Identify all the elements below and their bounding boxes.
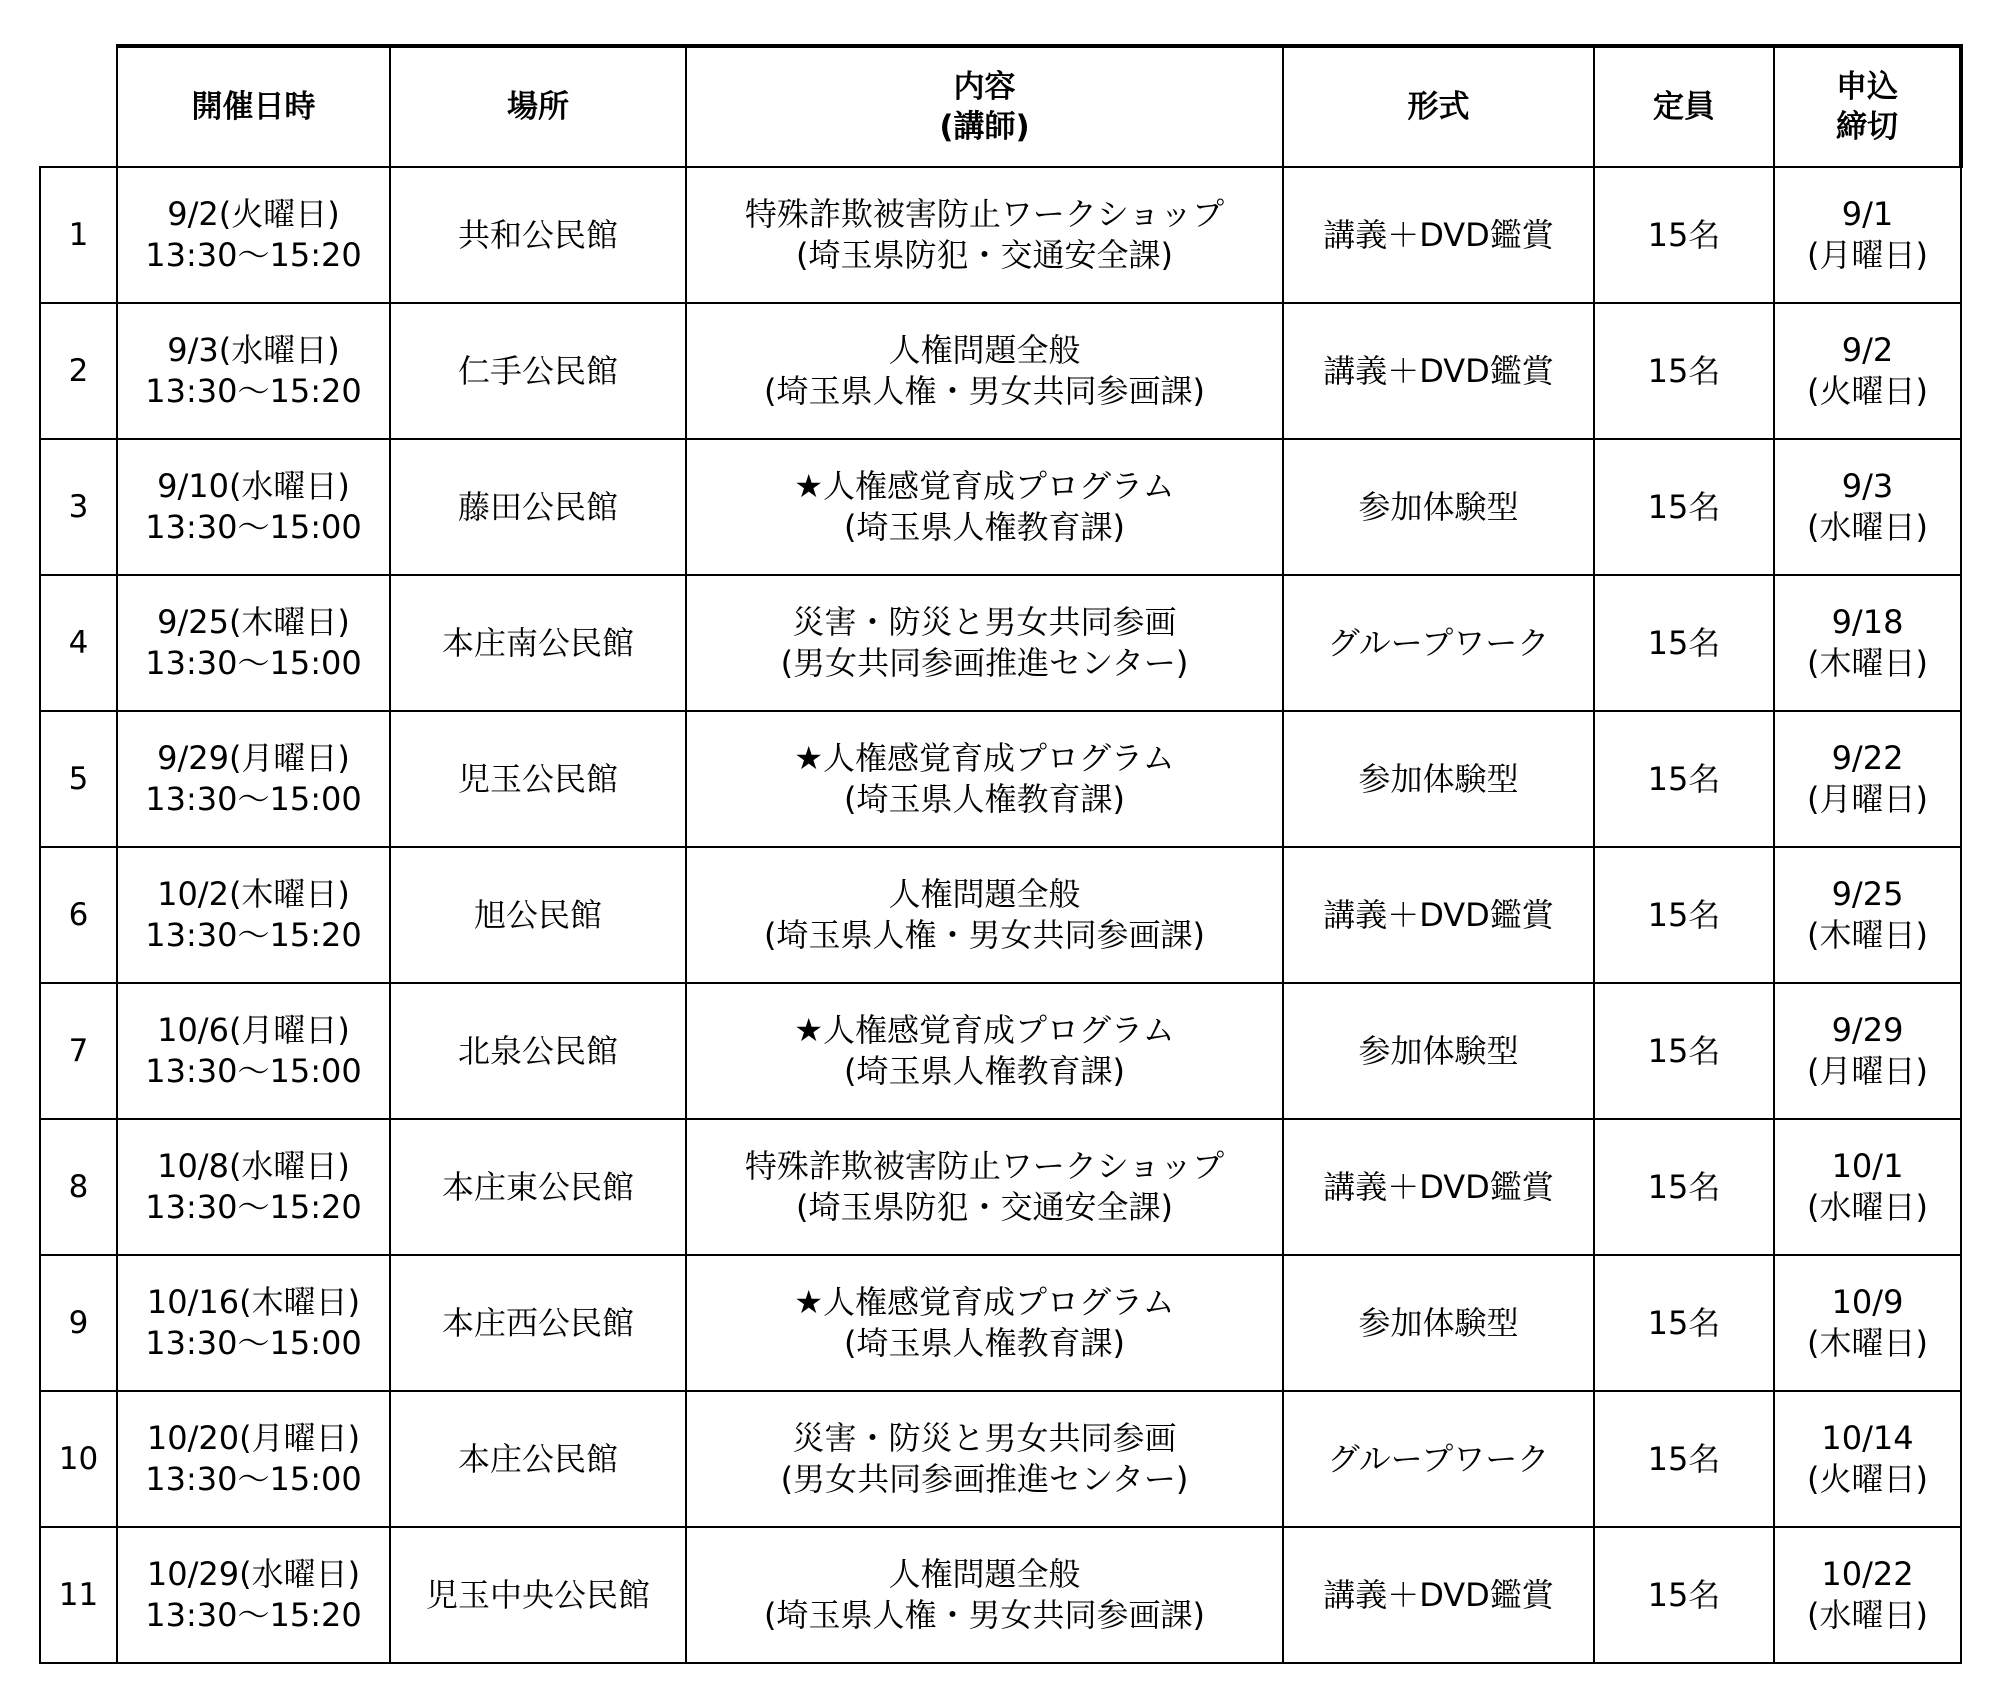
event-format: 講義＋DVD鑑賞 [1283, 167, 1594, 303]
row-number: 8 [40, 1119, 117, 1255]
event-date: 9/2(火曜日) [167, 195, 340, 233]
deadline-date: 9/22 [1831, 739, 1904, 777]
deadline-day: (月曜日) [1807, 1052, 1928, 1090]
event-capacity: 15名 [1594, 847, 1774, 983]
table-header [40, 46, 1961, 167]
table-row [40, 303, 1961, 439]
event-deadline [1774, 711, 1961, 847]
event-date: 9/10(水曜日) [157, 467, 350, 505]
event-date: 10/29(水曜日) [146, 1555, 361, 1593]
event-deadline [1774, 1391, 1961, 1527]
event-time: 13:30～15:00 [145, 1052, 362, 1090]
event-lecturer: (男女共同参画推進センター) [780, 644, 1189, 682]
table-row [40, 1391, 1961, 1527]
header-content-title: 内容 [953, 69, 1016, 105]
event-capacity: 15名 [1594, 711, 1774, 847]
event-deadline [1774, 1255, 1961, 1391]
row-number: 2 [40, 303, 117, 439]
deadline-day: (月曜日) [1807, 236, 1928, 274]
event-format: 参加体験型 [1283, 439, 1594, 575]
event-date: 9/3(水曜日) [167, 331, 340, 369]
table-row [40, 575, 1961, 711]
event-lecturer: (埼玉県人権教育課) [844, 1052, 1125, 1090]
header-row [40, 46, 1961, 167]
deadline-day: (水曜日) [1807, 1596, 1928, 1634]
event-content [686, 575, 1283, 711]
header-deadline [1774, 46, 1961, 167]
header-place: 場所 [390, 46, 686, 167]
header-content-lecturer: (講師) [939, 109, 1030, 145]
row-number: 1 [40, 167, 117, 303]
row-number: 4 [40, 575, 117, 711]
event-date: 10/6(月曜日) [157, 1011, 350, 1049]
event-datetime [117, 575, 390, 711]
event-datetime [117, 439, 390, 575]
row-number: 11 [40, 1527, 117, 1663]
event-datetime [117, 1527, 390, 1663]
event-time: 13:30～15:00 [145, 508, 362, 546]
deadline-date: 10/1 [1831, 1147, 1904, 1185]
event-capacity: 15名 [1594, 303, 1774, 439]
row-number: 7 [40, 983, 117, 1119]
event-time: 13:30～15:00 [145, 780, 362, 818]
event-lecturer: (埼玉県人権・男女共同参画課) [764, 916, 1205, 954]
table-row [40, 711, 1961, 847]
event-capacity: 15名 [1594, 167, 1774, 303]
table-row [40, 1119, 1961, 1255]
deadline-day: (火曜日) [1807, 1460, 1928, 1498]
event-format: グループワーク [1283, 575, 1594, 711]
row-number: 6 [40, 847, 117, 983]
deadline-date: 9/25 [1831, 875, 1904, 913]
event-content-title: 災害・防災と男女共同参画 [792, 1419, 1177, 1457]
event-datetime [117, 711, 390, 847]
header-content [686, 46, 1283, 167]
event-content [686, 983, 1283, 1119]
event-capacity: 15名 [1594, 575, 1774, 711]
event-date: 10/16(木曜日) [146, 1283, 361, 1321]
event-time: 13:30～15:20 [145, 236, 362, 274]
event-content [686, 439, 1283, 575]
deadline-day: (月曜日) [1807, 780, 1928, 818]
event-content-title: 人権問題全般 [888, 875, 1081, 913]
event-lecturer: (埼玉県人権・男女共同参画課) [764, 372, 1205, 410]
header-deadline-line1: 申込 [1836, 69, 1898, 105]
event-lecturer: (埼玉県人権・男女共同参画課) [764, 1596, 1205, 1634]
header-date: 開催日時 [117, 46, 390, 167]
event-content [686, 711, 1283, 847]
event-lecturer: (埼玉県人権教育課) [844, 1324, 1125, 1362]
event-place: 本庄東公民館 [390, 1119, 686, 1255]
event-content-title: 人権問題全般 [888, 331, 1081, 369]
event-time: 13:30～15:00 [145, 644, 362, 682]
table-row [40, 439, 1961, 575]
table-body [40, 167, 1961, 1663]
event-place: 旭公民館 [390, 847, 686, 983]
event-date: 9/25(木曜日) [157, 603, 350, 641]
deadline-date: 9/2 [1841, 331, 1894, 369]
event-content [686, 1527, 1283, 1663]
header-capacity: 定員 [1594, 46, 1774, 167]
event-capacity: 15名 [1594, 1119, 1774, 1255]
table-row [40, 847, 1961, 983]
event-place: 児玉中央公民館 [390, 1527, 686, 1663]
event-format: 講義＋DVD鑑賞 [1283, 1527, 1594, 1663]
table-row [40, 1527, 1961, 1663]
deadline-day: (木曜日) [1807, 916, 1928, 954]
deadline-date: 9/18 [1831, 603, 1904, 641]
event-place: 藤田公民館 [390, 439, 686, 575]
event-lecturer: (男女共同参画推進センター) [780, 1460, 1189, 1498]
event-content-title: 災害・防災と男女共同参画 [792, 603, 1177, 641]
deadline-day: (水曜日) [1807, 508, 1928, 546]
deadline-date: 9/3 [1841, 467, 1894, 505]
event-deadline [1774, 983, 1961, 1119]
schedule-table-container [39, 44, 1960, 1664]
table-row [40, 983, 1961, 1119]
event-content [686, 1119, 1283, 1255]
event-content-title: ★人権感覚育成プログラム [794, 1283, 1175, 1321]
event-place: 北泉公民館 [390, 983, 686, 1119]
event-datetime [117, 167, 390, 303]
event-capacity: 15名 [1594, 1527, 1774, 1663]
deadline-day: (水曜日) [1807, 1188, 1928, 1226]
event-format: 講義＋DVD鑑賞 [1283, 847, 1594, 983]
event-format: 参加体験型 [1283, 711, 1594, 847]
event-date: 10/2(木曜日) [157, 875, 350, 913]
event-place: 共和公民館 [390, 167, 686, 303]
event-datetime [117, 1255, 390, 1391]
event-content-title: ★人権感覚育成プログラム [794, 467, 1175, 505]
event-capacity: 15名 [1594, 1255, 1774, 1391]
event-capacity: 15名 [1594, 439, 1774, 575]
deadline-date: 9/1 [1841, 195, 1894, 233]
event-place: 本庄公民館 [390, 1391, 686, 1527]
row-number: 5 [40, 711, 117, 847]
event-place: 児玉公民館 [390, 711, 686, 847]
event-format: 参加体験型 [1283, 983, 1594, 1119]
table-row [40, 167, 1961, 303]
event-deadline [1774, 439, 1961, 575]
event-place: 本庄西公民館 [390, 1255, 686, 1391]
event-place: 本庄南公民館 [390, 575, 686, 711]
row-number: 3 [40, 439, 117, 575]
event-deadline [1774, 575, 1961, 711]
event-content-title: ★人権感覚育成プログラム [794, 1011, 1175, 1049]
event-datetime [117, 1119, 390, 1255]
row-number: 9 [40, 1255, 117, 1391]
event-time: 13:30～15:20 [145, 916, 362, 954]
deadline-date: 9/29 [1831, 1011, 1904, 1049]
event-format: 講義＋DVD鑑賞 [1283, 1119, 1594, 1255]
event-format: 講義＋DVD鑑賞 [1283, 303, 1594, 439]
event-content [686, 847, 1283, 983]
event-lecturer: (埼玉県防犯・交通安全課) [796, 236, 1173, 274]
event-lecturer: (埼玉県防犯・交通安全課) [796, 1188, 1173, 1226]
event-capacity: 15名 [1594, 1391, 1774, 1527]
event-content-title: 特殊詐欺被害防止ワークショップ [744, 195, 1225, 233]
event-deadline [1774, 1527, 1961, 1663]
event-capacity: 15名 [1594, 983, 1774, 1119]
event-datetime [117, 1391, 390, 1527]
event-date: 10/8(水曜日) [157, 1147, 350, 1185]
event-content [686, 1391, 1283, 1527]
table-row [40, 1255, 1961, 1391]
event-time: 13:30～15:00 [145, 1324, 362, 1362]
deadline-date: 10/22 [1821, 1555, 1914, 1593]
event-place: 仁手公民館 [390, 303, 686, 439]
deadline-date: 10/9 [1831, 1283, 1904, 1321]
header-number-blank [40, 46, 117, 167]
event-lecturer: (埼玉県人権教育課) [844, 508, 1125, 546]
event-content [686, 1255, 1283, 1391]
deadline-date: 10/14 [1821, 1419, 1914, 1457]
header-deadline-line2: 締切 [1836, 109, 1898, 145]
deadline-day: (木曜日) [1807, 1324, 1928, 1362]
header-format: 形式 [1283, 46, 1594, 167]
event-deadline [1774, 303, 1961, 439]
event-date: 10/20(月曜日) [146, 1419, 361, 1457]
event-datetime [117, 303, 390, 439]
event-content-title: ★人権感覚育成プログラム [794, 739, 1175, 777]
event-content-title: 人権問題全般 [888, 1555, 1081, 1593]
event-time: 13:30～15:20 [145, 1596, 362, 1634]
event-format: 参加体験型 [1283, 1255, 1594, 1391]
event-content-title: 特殊詐欺被害防止ワークショップ [744, 1147, 1225, 1185]
event-deadline [1774, 847, 1961, 983]
row-number: 10 [40, 1391, 117, 1527]
event-date: 9/29(月曜日) [157, 739, 350, 777]
deadline-day: (火曜日) [1807, 372, 1928, 410]
schedule-table [39, 44, 1963, 1664]
deadline-day: (木曜日) [1807, 644, 1928, 682]
event-datetime [117, 847, 390, 983]
event-deadline [1774, 167, 1961, 303]
event-lecturer: (埼玉県人権教育課) [844, 780, 1125, 818]
event-content [686, 167, 1283, 303]
event-time: 13:30～15:00 [145, 1460, 362, 1498]
event-time: 13:30～15:20 [145, 1188, 362, 1226]
event-time: 13:30～15:20 [145, 372, 362, 410]
event-format: グループワーク [1283, 1391, 1594, 1527]
event-datetime [117, 983, 390, 1119]
event-content [686, 303, 1283, 439]
event-deadline [1774, 1119, 1961, 1255]
